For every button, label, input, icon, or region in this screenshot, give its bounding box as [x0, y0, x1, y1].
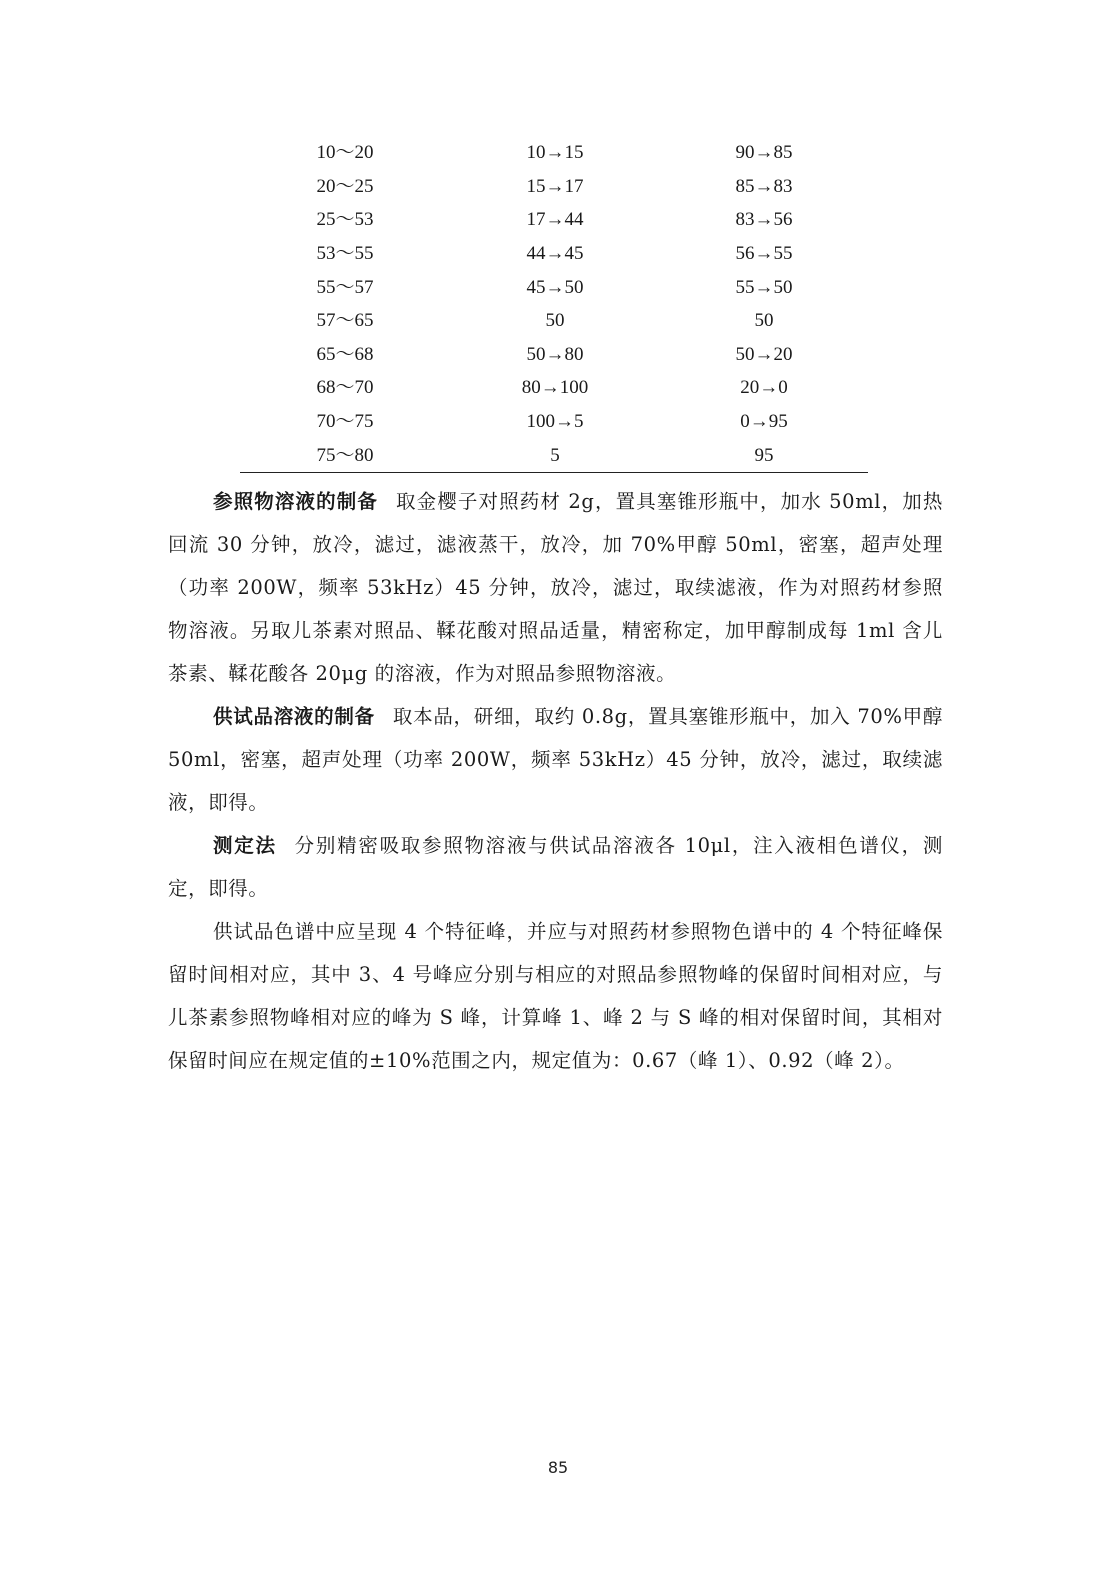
table-cell: 75～80	[316, 444, 374, 466]
table-cell: 65～68	[316, 343, 374, 365]
table-bottom-rule	[240, 472, 868, 473]
table-cell: 50→20	[735, 343, 793, 365]
table-cell: 5	[550, 444, 560, 466]
table-cell: 20～25	[316, 175, 374, 197]
table-cell: 50→80	[526, 343, 584, 365]
table-cell: 10～20	[316, 142, 374, 164]
test-solution-paragraph	[168, 695, 943, 824]
table-cell: 70～75	[316, 411, 374, 433]
table-cell: 50	[754, 310, 774, 332]
table-row	[240, 438, 868, 472]
table-row	[240, 405, 868, 439]
table-row	[240, 270, 868, 304]
table-cell: 25～53	[316, 209, 374, 231]
table-cell: 85→83	[735, 175, 793, 197]
table-row	[240, 304, 868, 338]
reference-solution-paragraph	[168, 480, 943, 695]
table-cell: 20→0	[740, 377, 788, 399]
table-cell: 55～57	[316, 276, 374, 298]
page-number: 85	[547, 1458, 569, 1477]
table-row	[240, 170, 868, 204]
table-row	[240, 237, 868, 271]
body-text	[168, 480, 943, 1082]
method-text: 分别精密吸取参照物溶液与供试品溶液各 10μl，注入液相色谱仪，测定，即得。	[168, 834, 943, 900]
table-cell: 0→95	[740, 411, 788, 433]
table-cell: 44→45	[526, 243, 584, 265]
table-cell: 55→50	[735, 276, 793, 298]
table-cell: 50	[545, 310, 565, 332]
table-cell: 17→44	[526, 209, 584, 231]
table-cell: 56→55	[735, 243, 793, 265]
table-cell: 80→100	[521, 377, 589, 399]
test-solution-text: 取本品，研细，取约 0.8g，置具塞锥形瓶中，加入 70%甲醇 50ml，密塞，超声处理（功率 200W，频率 53kHz）45 分钟，放冷，滤过，取续滤液，即得。	[168, 705, 943, 814]
table-cell: 57～65	[316, 310, 374, 332]
table-cell: 90→85	[735, 142, 793, 164]
method-paragraph	[168, 824, 943, 910]
table-row	[240, 338, 868, 372]
table-cell: 83→56	[735, 209, 793, 231]
table-row	[240, 203, 868, 237]
table-row	[240, 136, 868, 170]
method-heading: 测定法	[213, 834, 277, 857]
table-cell: 68～70	[316, 377, 374, 399]
gradient-table-body	[240, 136, 868, 472]
table-cell: 95	[754, 444, 774, 466]
table-row	[240, 371, 868, 405]
test-solution-heading: 供试品溶液的制备	[213, 705, 375, 728]
table-cell: 53～55	[316, 243, 374, 265]
reference-solution-text: 取金樱子对照药材 2g，置具塞锥形瓶中，加水 50ml，加热回流 30 分钟，放冷，滤过，滤液蒸干，放冷，加 70%甲醇 50ml，密塞，超声处理（功率 200W，频率 53kHz）45 分钟，放冷，滤过，取续滤液，作为对照药材参照物溶液。另取儿茶素对照品、鞣花酸对照品适量，精密称定，加甲醇制成每 1ml 含儿茶素、鞣花酸各 20μg 的溶液，作为对照品参照物溶液。	[168, 490, 943, 685]
criteria-paragraph	[168, 910, 943, 1082]
table-cell: 10→15	[526, 142, 584, 164]
gradient-table	[240, 136, 868, 472]
table-cell: 15→17	[526, 175, 584, 197]
table-cell: 100→5	[526, 411, 584, 433]
criteria-text: 供试品色谱中应呈现 4 个特征峰，并应与对照药材参照物色谱中的 4 个特征峰保留时间相对应，其中 3、4 号峰应分别与相应的对照品参照物峰的保留时间相对应，与儿茶素参照物峰相对应的峰为 S 峰，计算峰 1、峰 2 与 S 峰的相对保留时间，其相对保留时间应在规定值的±10%范围之内，规定值为：0.67（峰 1）、0.92（峰 2）。	[168, 920, 943, 1072]
table-cell: 45→50	[526, 276, 584, 298]
reference-solution-heading: 参照物溶液的制备	[213, 490, 379, 513]
